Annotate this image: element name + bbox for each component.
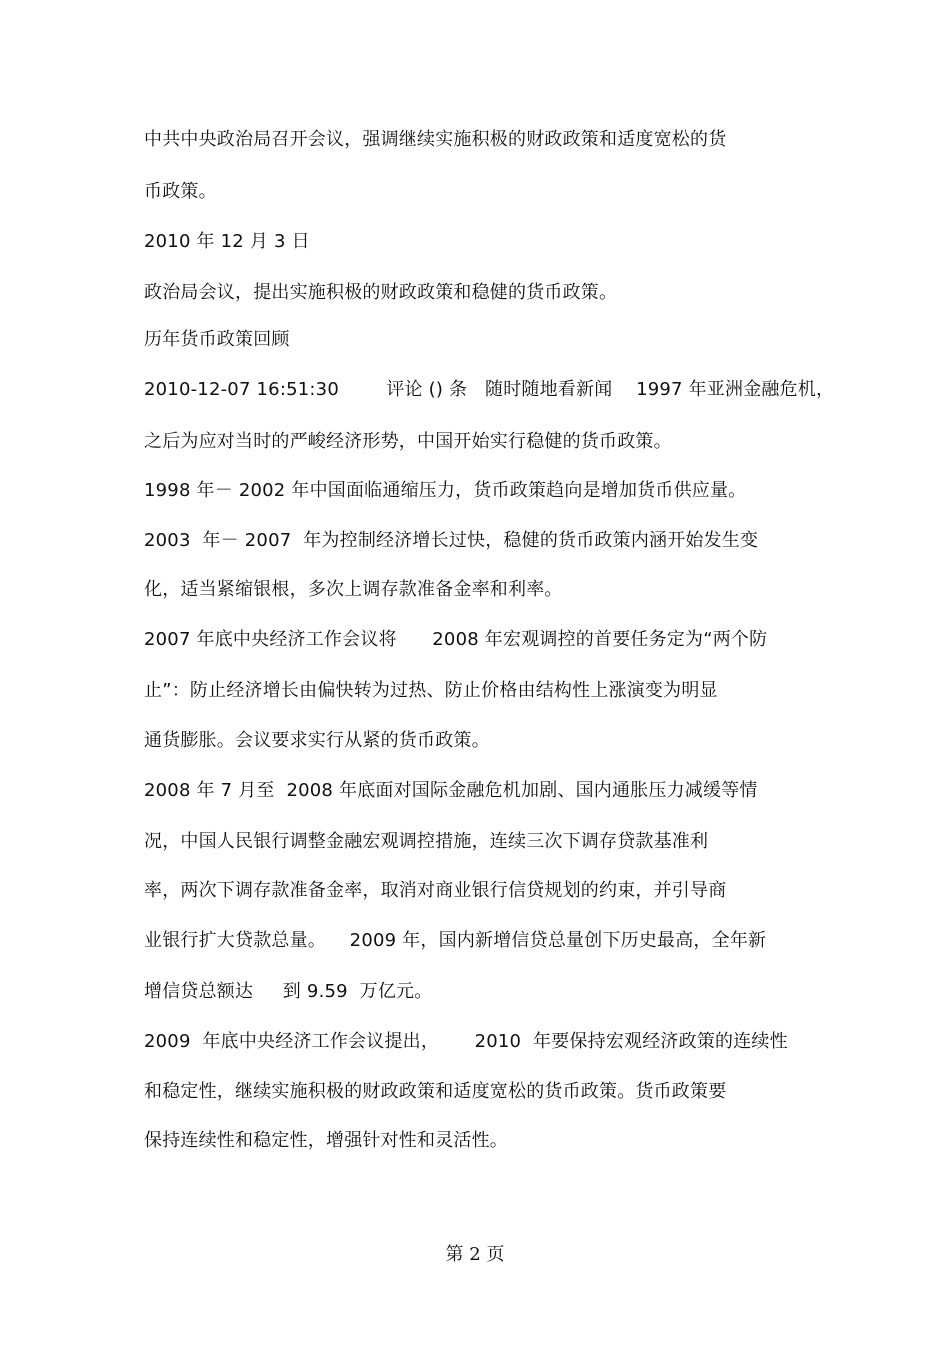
text-line: 止”：防止经济增长由偏快转为过热、防止价格由结构性上涨演变为明显 [144,680,718,701]
text-line: 2010 年 12 月 3 日 [144,231,310,252]
text-line: 2010-12-07 16:51:30 评论 () 条 随时随地看新闻 1997 年亚洲金融危机， [144,379,835,400]
text-line: 币政策。 [144,181,217,202]
text-line: 2008 年 7 月至 2008 年底面对国际金融危机加剧、国内通胀压力减缓等情 [144,780,758,801]
text-line: 和稳定性，继续实施积极的财政政策和适度宽松的货币政策。货币政策要 [144,1081,727,1102]
text-line: 业银行扩大贷款总量。 2009 年，国内新增信贷总量创下历史最高，全年新 [144,930,767,951]
text-line: 政治局会议，提出实施积极的财政政策和稳健的货币政策。 [144,282,618,303]
text-line: 之后为应对当时的严峻经济形势，中国开始实行稳健的货币政策。 [144,431,672,452]
text-line: 化，适当紧缩银根，多次上调存款准备金率和利率。 [144,579,563,600]
text-line: 1998 年－ 2002 年中国面临通缩压力，货币政策趋向是增加货币供应量。 [144,480,747,501]
text-line: 率，两次下调存款准备金率，取消对商业银行信贷规划的约束，并引导商 [144,880,727,901]
text-line: 中共中央政治局召开会议，强调继续实施积极的财政政策和适度宽松的货 [144,129,727,150]
text-line: 增信贷总额达 到 9.59 万亿元。 [144,981,433,1002]
text-line: 2009 年底中央经济工作会议提出， 2010 年要保持宏观经济政策的连续性 [144,1031,788,1052]
text-line: 通货膨胀。会议要求实行从紧的货币政策。 [144,730,490,751]
text-line: 历年货币政策回顾 [144,329,290,350]
text-line: 保持连续性和稳定性，增强针对性和灵活性。 [144,1130,508,1151]
text-line: 2003 年－ 2007 年为控制经济增长过快，稳健的货币政策内涵开始发生变 [144,530,759,551]
page-number: 第 2 页 [445,1244,505,1265]
text-line: 2007 年底中央经济工作会议将 2008 年宏观调控的首要任务定为“两个防 [144,629,768,650]
text-line: 况，中国人民银行调整金融宏观调控措施，连续三次下调存贷款基准利 [144,831,709,852]
